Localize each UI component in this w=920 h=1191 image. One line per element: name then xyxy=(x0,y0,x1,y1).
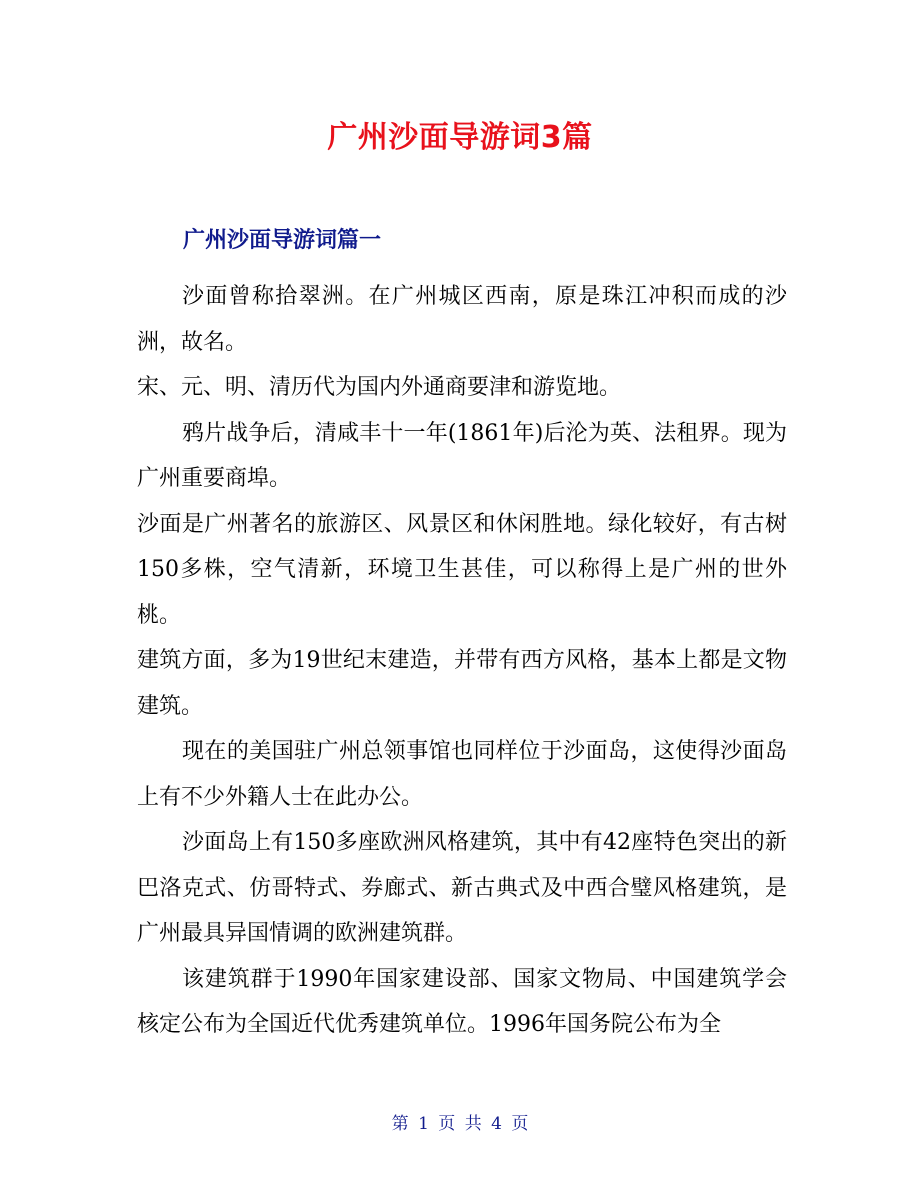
paragraph: 鸦片战争后，清咸丰十一年(1861年)后沦为英、法租界。现为广州重要商埠。 xyxy=(137,420,787,491)
paragraph: 沙面岛上有150多座欧洲风格建筑，其中有42座特色突出的新巴洛克式、仿哥特式、券廊式、新古典式及中西合璧风格建筑，是广州最具异国情调的欧洲建筑群。 xyxy=(137,830,787,946)
paragraph: 沙面是广州著名的旅游区、风景区和休闲胜地。绿化较好，有古树150多株，空气清新，环境卫生甚佳，可以称得上是广州的世外桃。 xyxy=(137,511,787,628)
paragraph: 现在的美国驻广州总领事馆也同样位于沙面岛，这使得沙面岛上有不少外籍人士在此办公。 xyxy=(137,739,787,810)
section-heading: 广州沙面导游词篇一 xyxy=(183,228,382,253)
paragraph: 沙面曾称拾翠洲。在广州城区西南，原是珠江冲积而成的沙洲，故名。 xyxy=(137,284,787,355)
paragraph: 该建筑群于1990年国家建设部、国家文物局、中国建筑学会核定公布为全国近代优秀建筑单位。1996年国务院公布为全 xyxy=(137,966,787,1037)
paragraph: 宋、元、明、清历代为国内外通商要津和游览地。 xyxy=(137,375,622,400)
document-body xyxy=(137,274,787,1048)
paragraph: 建筑方面，多为19世纪末建造，并带有西方风格，基本上都是文物建筑。 xyxy=(137,648,787,719)
page-footer: 第 1 页 共 4 页 xyxy=(391,1114,529,1134)
document-title: 广州沙面导游词3篇 xyxy=(327,120,593,155)
